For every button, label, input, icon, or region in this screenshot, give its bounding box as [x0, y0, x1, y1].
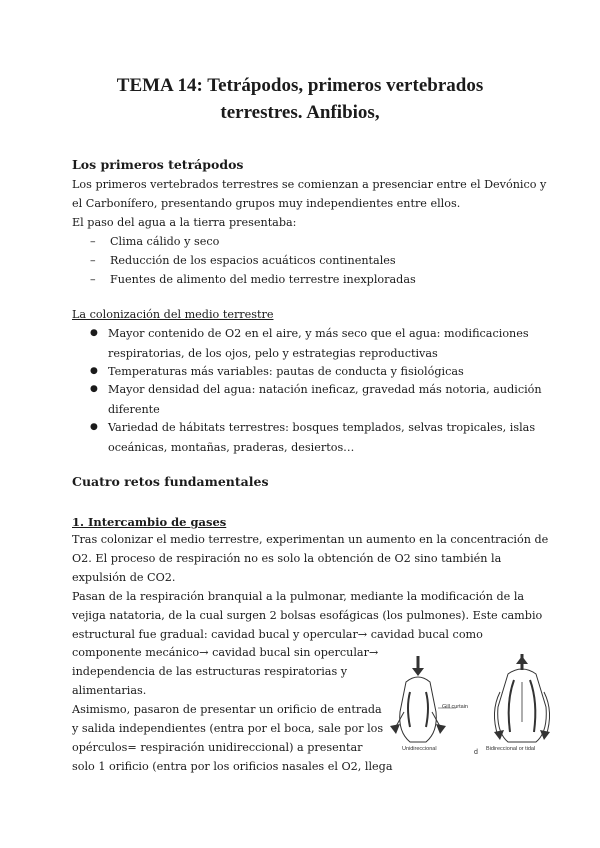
dash-item: – Fuentes de alimento del medio terrestre inexploradas — [90, 273, 416, 286]
gas-line: solo 1 orificio (entra por los orificios nasales el O2, llega — [72, 760, 393, 773]
page-title — [0, 72, 600, 126]
bullet-item: ● Mayor contenido de O2 en el aire, y más seco que el agua: modificaciones respiratorias, de los ojos, pelo y estrategias reproductivas — [90, 327, 529, 360]
gill-curtain-label: Gill curtain — [442, 704, 468, 710]
bullet-item: ● Temperaturas más variables: pautas de conducta y fisiológicas — [90, 365, 464, 378]
section-heading-primeros: Los primeros tetrápodos — [72, 157, 244, 172]
gas-line: estructural fue gradual: cavidad bucal y opercular→ cavidad bucal como — [72, 628, 483, 641]
gas-line: y salida independientes (entra por el boca, sale por los — [72, 722, 384, 735]
gas-exchange-heading: 1. Intercambio de gases — [72, 515, 227, 529]
bullet-item: ● Mayor densidad del agua: natación ineficaz, gravedad más notoria, audición diferente — [90, 383, 542, 416]
intro-line-2: el Carbonífero, presentando grupos muy independientes entre ellos. — [72, 197, 461, 210]
title-line-1: TEMA 14: Tetrápodos, primeros vertebrados — [116, 75, 484, 96]
unidirectional-diagram — [390, 656, 456, 742]
gas-line: O2. El proceso de respiración no es solo la obtención de O2 sino también la — [72, 552, 502, 565]
tidal-label: Bidireccional or tidal — [486, 746, 536, 752]
figure-letter: d — [474, 749, 478, 756]
gas-line: Asimismo, pasaron de presentar un orificio de entrada — [72, 703, 382, 716]
gas-line: Tras colonizar el medio terrestre, experimentan un aumento en la concentración de — [72, 533, 549, 546]
gas-line: alimentarias. — [72, 684, 147, 697]
tidal-diagram — [494, 654, 550, 742]
dash-item: – Clima cálido y seco — [90, 235, 220, 248]
gas-line: expulsión de CO2. — [72, 571, 176, 584]
gas-line: opérculos= respiración unidireccional) a presentar — [72, 741, 363, 754]
gas-line: vejiga natatoria, de la cual surgen 2 bolsas esofágicas (los pulmones). Este cambio — [72, 609, 543, 622]
dash-item: – Reducción de los espacios acuáticos continentales — [90, 254, 396, 267]
gas-line: componente mecánico→ cavidad bucal sin opercular→ — [72, 646, 379, 659]
colonization-heading: La colonización del medio terrestre — [72, 308, 274, 321]
bullet-item: ● Variedad de hábitats terrestres: bosques templados, selvas tropicales, islas oceánicas, montañas, praderas, desiertos… — [90, 421, 536, 454]
section-heading-retos: Cuatro retos fundamentales — [72, 474, 269, 489]
title-line-2: terrestres. Anfibios, — [220, 102, 380, 123]
intro-line-3: El paso del agua a la tierra presentaba: — [72, 216, 297, 229]
respiration-figure — [376, 652, 560, 764]
intro-line-1: Los primeros vertebrados terrestres se comienzan a presenciar entre el Devónico y — [72, 178, 547, 191]
gas-line: independencia de las estructuras respiratorias y — [72, 665, 348, 678]
gas-line: Pasan de la respiración branquial a la pulmonar, mediante la modificación de la — [72, 590, 525, 603]
unidirectional-label: Unidireccional — [402, 746, 437, 752]
